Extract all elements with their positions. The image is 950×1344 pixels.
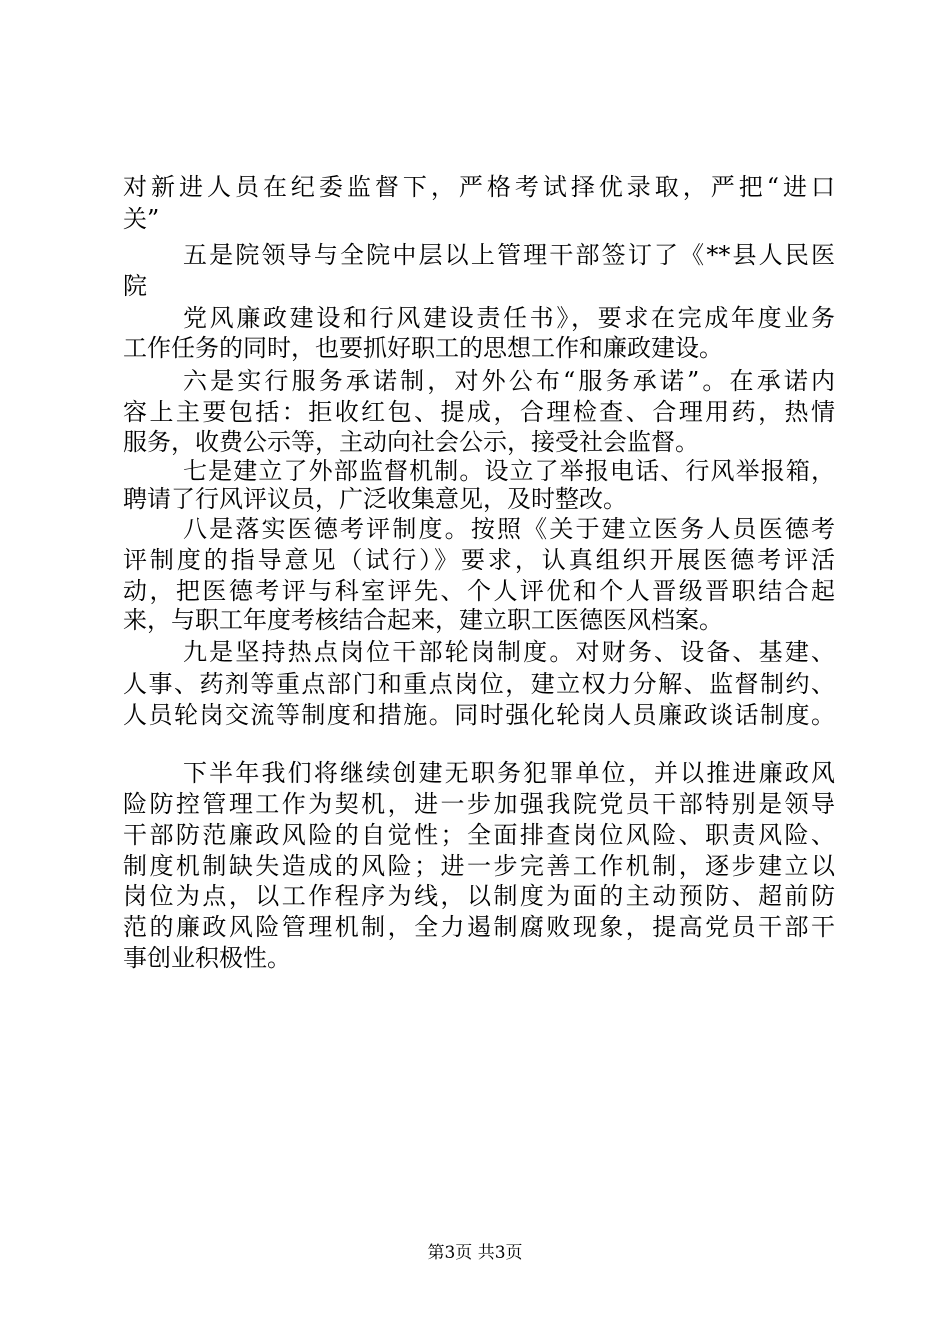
body-text-line: 七是建立了外部监督机制。设立了举报电话、行风举报箱， (183, 457, 835, 485)
body-text-line: 下半年我们将继续创建无职务犯罪单位，并以推进廉政风 (183, 759, 835, 787)
body-text-line: 五是院领导与全院中层以上管理干部签订了《**县人民医 (183, 241, 835, 269)
body-text-line: 党风廉政建设和行风建设责任书》，要求在完成年度业务 (183, 304, 835, 332)
body-text-line: 动，把医德考评与科室评先、个人评优和个人晋级晋职结合起 (123, 577, 835, 605)
body-text-line: 服务，收费公示等，主动向社会公示，接受社会监督。 (123, 428, 699, 456)
body-text-line: 关” (123, 205, 160, 233)
body-text-line: 评制度的指导意见（试行）》要求，认真组织开展医德考评活 (123, 546, 835, 574)
page-number-footer: 第3页 共3页 (427, 1243, 523, 1263)
body-text-line: 六是实行服务承诺制，对外公布“服务承诺”。在承诺内 (183, 367, 835, 395)
body-text-line: 事创业积极性。 (123, 944, 291, 972)
body-text-line: 人事、药剂等重点部门和重点岗位，建立权力分解、监督制约、 (123, 670, 835, 698)
body-text-line: 聘请了行风评议员，广泛收集意见，及时整改。 (123, 485, 627, 513)
body-text-line: 险防控管理工作为契机，进一步加强我院党员干部特别是领导 (123, 790, 835, 818)
body-text-line: 九是坚持热点岗位干部轮岗制度。对财务、设备、基建、 (183, 638, 835, 666)
body-text-line: 来，与职工年度考核结合起来，建立职工医德医风档案。 (123, 606, 723, 634)
body-text-line: 容上主要包括：拒收红包、提成，合理检查、合理用药，热情 (123, 398, 835, 426)
body-text-line: 对新进人员在纪委监督下，严格考试择优录取，严把“进口 (123, 173, 835, 201)
body-text-line: 院 (123, 272, 147, 300)
body-text-line: 人员轮岗交流等制度和措施。同时强化轮岗人员廉政谈话制度。 (123, 701, 835, 729)
body-text-line: 工作任务的同时，也要抓好职工的思想工作和廉政建设。 (123, 334, 723, 362)
body-text-line: 岗位为点，以工作程序为线，以制度为面的主动预防、超前防 (123, 882, 835, 910)
body-text-line: 范的廉政风险管理机制，全力遏制腐败现象，提高党员干部干 (123, 913, 835, 941)
body-text-line: 干部防范廉政风险的自觉性；全面排查岗位风险、职责风险、 (123, 821, 835, 849)
body-text-line: 制度机制缺失造成的风险；进一步完善工作机制，逐步建立以 (123, 852, 835, 880)
body-text-line: 八是落实医德考评制度。按照《关于建立医务人员医德考 (183, 515, 835, 543)
